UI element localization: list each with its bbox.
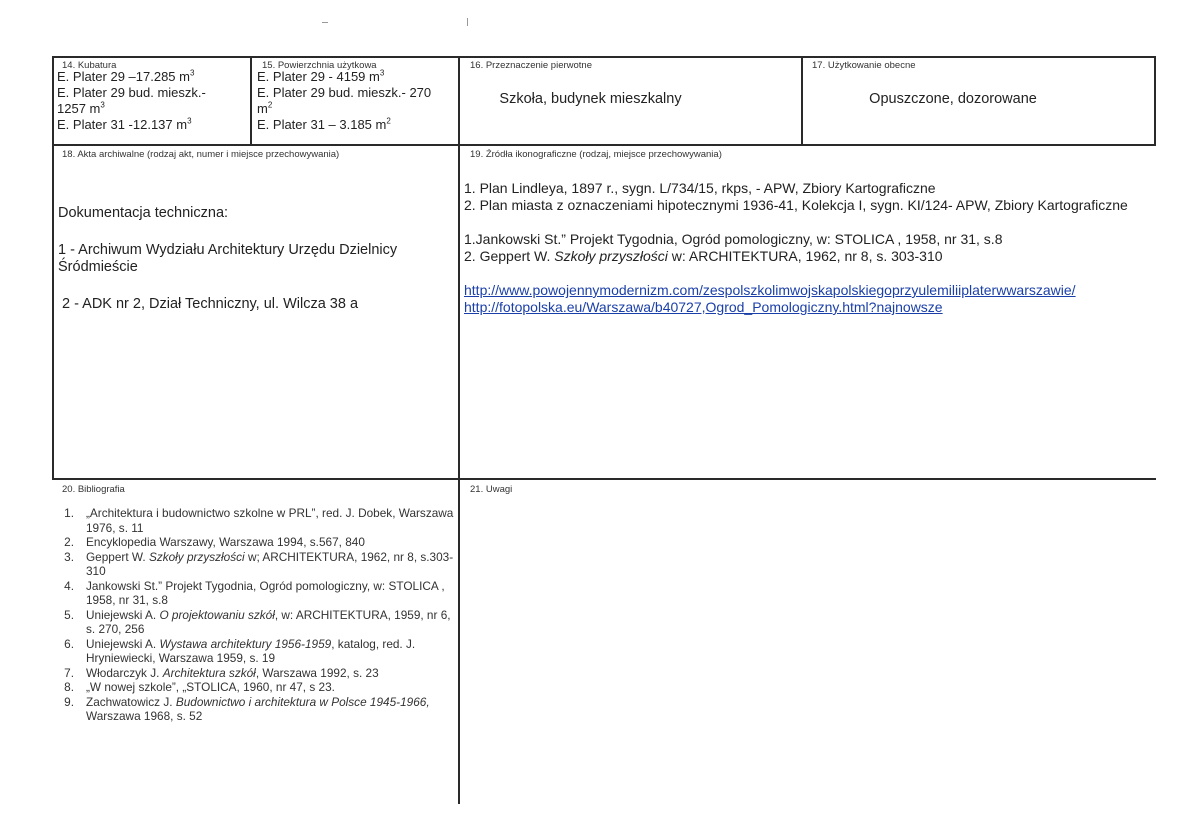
bib-item: 4. Jankowski St.” Projekt Tygodnia, Ogród pomologiczny, w: STOLICA , 1958, nr 31, s.8 — [64, 578, 445, 607]
kubatura-line: E. Plater 29 bud. mieszk.- — [57, 85, 206, 100]
kubatura-caption: 14. Kubatura — [62, 60, 117, 71]
powojenny-modernizm-link[interactable]: http://www.powojennymodernizm.com/zespolszkolimwojskapolskiegoprzyulemiliiplaterwwarszawie/ — [464, 282, 1076, 298]
bib-item: 8. „W nowej szkole”, „STOLICA, 1960, nr 47, s 23. — [64, 680, 335, 694]
uzytkowanie-caption: 17. Użytkowanie obecne — [812, 60, 916, 71]
bib-item: 2. Encyklopedia Warszawy, Warszawa 1994, s.567, 840 — [64, 535, 365, 549]
bib-item: 5. Uniejewski A. O projektowaniu szkół, w: ARCHITEKTURA, 1959, nr 6, s. 270, 256 — [64, 607, 451, 636]
akta-heading: Dokumentacja techniczna: — [58, 205, 229, 221]
akta-item-2: 2 - ADK nr 2, Dział Techniczny, ul. Wilcza 38 a — [62, 296, 359, 312]
scan-speck — [467, 18, 468, 26]
bib-item: 9. Zachwatowicz J. Budownictwo i architektura w Polsce 1945-1966, Warszawa 1968, s. 52 — [64, 694, 430, 723]
bib-item: 3. Geppert W. Szkoły przyszłości w; ARCHITEKTURA, 1962, nr 8, s.303-310 — [64, 549, 454, 578]
uwagi-caption: 21. Uwagi — [470, 484, 513, 495]
kubatura-line: E. Plater 31 -12.137 $m^3$ — [57, 116, 192, 132]
zrodla-line-1: 1. Plan Lindleya, 1897 r., sygn. L/734/15, rkps, - APW, Zbiory Kartograficzne — [464, 180, 936, 196]
akta-caption: 18. Akta archiwalne (rodzaj akt, numer i miejsce przechowywania) — [62, 149, 340, 160]
bib-item: 7. Włodarczyk J. Architektura szkół, Warszawa 1992, s. 23 — [64, 665, 379, 680]
bibliografia-list — [62, 506, 462, 724]
uzytkowanie-value: Opuszczone, dozorowane — [869, 91, 1037, 107]
przeznaczenie-value: Szkoła, budynek mieszkalny — [499, 91, 682, 107]
zrodla-line-4: 2. Geppert W. Szkoły przyszłości w: ARCHITEKTURA, 1962, nr 8, s. 303-310 — [464, 248, 943, 264]
zrodla-line-3: 1.Jankowski St.” Projekt Tygodnia, Ogród pomologiczny, w: STOLICA , 1958, nr 31, s.8 — [464, 231, 1003, 247]
przeznaczenie-caption: 16. Przeznaczenie pierwotne — [470, 60, 592, 71]
form-top-border — [52, 56, 1156, 58]
row2-bottom-border — [52, 478, 1156, 480]
powierzchnia-caption: 15. Powierzchnia użytkowa — [262, 60, 377, 71]
kubatura-line: E. Plater 29 –17.285 $m^3$ — [57, 68, 195, 84]
powierzchnia-line: $m^2$ — [257, 100, 273, 116]
right-border — [1154, 56, 1156, 146]
bib-item: 1. „Architektura i budownictwo szkolne w PRL”, red. J. Dobek, Warszawa 1976, s. 11 — [64, 506, 454, 535]
powierzchnia-line: E. Plater 29 - 4159 $m^3$ — [257, 68, 385, 84]
scan-speck — [322, 22, 328, 23]
zrodla-line-2: 2. Plan miasta z oznaczeniami hipotecznymi 1936-41, Kolekcja I, sygn. KI/124- APW, Zbiory Kartograficzne — [464, 197, 1128, 213]
row1-bottom-border — [52, 144, 1156, 146]
powierzchnia-values — [257, 69, 457, 133]
col-divider-kubatura — [250, 56, 252, 146]
bib-item: 6. Uniejewski A. Wystawa architektury 1956-1959, katalog, red. J. Hryniewiecki, Warszawa 1959, s. 19 — [64, 636, 416, 665]
bibliografia-caption: 20. Bibliografia — [62, 484, 125, 495]
kubatura-line: 1257 $m^3$ — [57, 100, 105, 116]
powierzchnia-line: E. Plater 31 – 3.185 $m^2$ — [257, 116, 391, 132]
akta-item-1: 1 - Archiwum Wydziału Architektury Urzędu Dzielnicy Śródmieście — [58, 242, 398, 275]
zrodla-caption: 19. Źródła ikonograficzne (rodzaj, miejsce przechowywania) — [470, 149, 722, 160]
zrodla-list — [464, 180, 1154, 316]
left-border — [52, 56, 54, 478]
kubatura-values — [57, 69, 249, 133]
fotopolska-link[interactable]: http://fotopolska.eu/Warszawa/b40727,Ogrod_Pomologiczny.html?najnowsze — [464, 299, 943, 315]
powierzchnia-line: E. Plater 29 bud. mieszk.- 270 — [257, 85, 432, 100]
